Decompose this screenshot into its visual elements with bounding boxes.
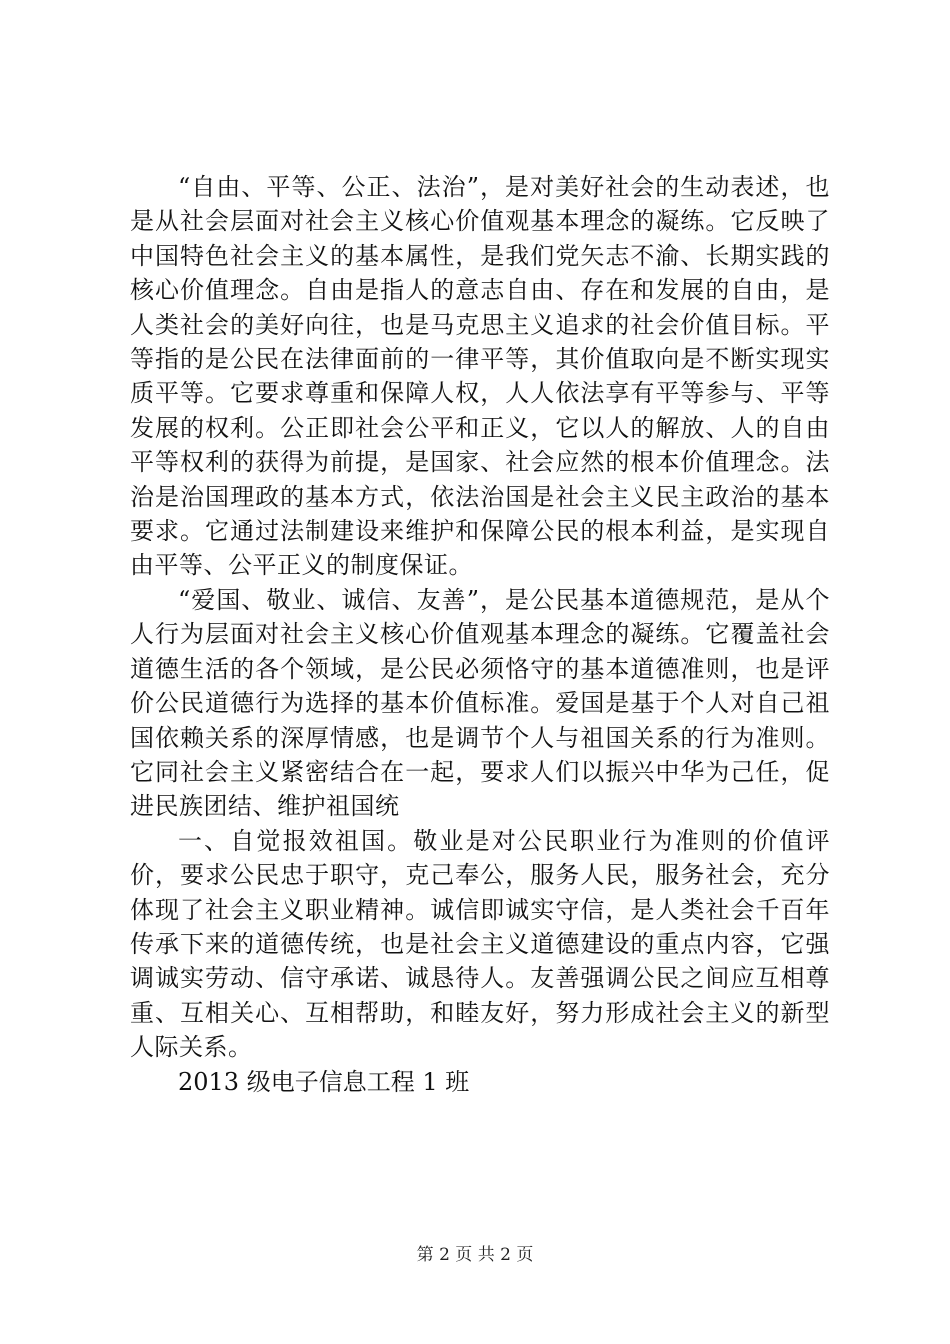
author-signature: 2013 级电子信息工程 1 班 xyxy=(178,1067,470,1096)
paragraph-dedication: 一、自觉报效祖国。敬业是对公民职业行为准则的价值评价，要求公民忠于职守，克己奉公，服务人民，服务社会，充分体现了社会主义职业精神。诚信即诚实守信，是人类社会千百年传承下来的道德传统，也是社会主义道德建设的重点内容，它强调诚实劳动、信守承诺、诚恳待人。友善强调公民之间应互相尊重、互相关心、互相帮助，和睦友好，努力形成社会主义的新型人际关系。 xyxy=(130,826,830,1062)
paragraph-personal-values: “爱国、敬业、诚信、友善”，是公民基本道德规范，是从个人行为层面对社会主义核心价值观基本理念的凝练。它覆盖社会道德生活的各个领域，是公民必须恪守的基本道德准则，也是评价公民道德行为选择的基本价值标准。爱国是基于个人对自己祖国依赖关系的深厚情感，也是调节个人与祖国关系的行为准则。它同社会主义紧密结合在一起，要求人们以振兴中华为己任，促进民族团结、维护祖国统 xyxy=(130,585,830,821)
paragraph-social-values: “自由、平等、公正、法治”，是对美好社会的生动表述，也是从社会层面对社会主义核心价值观基本理念的凝练。它反映了中国特色社会主义的基本属性，是我们党矢志不渝、长期实践的核心价值理念。自由是指人的意志自由、存在和发展的自由，是人类社会的美好向往，也是马克思主义追求的社会价值目标。平等指的是公民在法律面前的一律平等，其价值取向是不断实现实质平等。它要求尊重和保障人权，人人依法享有平等参与、平等发展的权利。公正即社会公平和正义，它以人的解放、人的自由平等权利的获得为前提，是国家、社会应然的根本价值理念。法治是治国理政的基本方式，依法治国是社会主义民主政治的基本要求。它通过法制建设来维护和保障公民的根本利益，是实现自由平等、公平正义的制度保证。 xyxy=(130,173,830,580)
document-body xyxy=(130,170,830,1099)
page-footer: 第 2 页 共 2 页 xyxy=(416,1245,534,1265)
